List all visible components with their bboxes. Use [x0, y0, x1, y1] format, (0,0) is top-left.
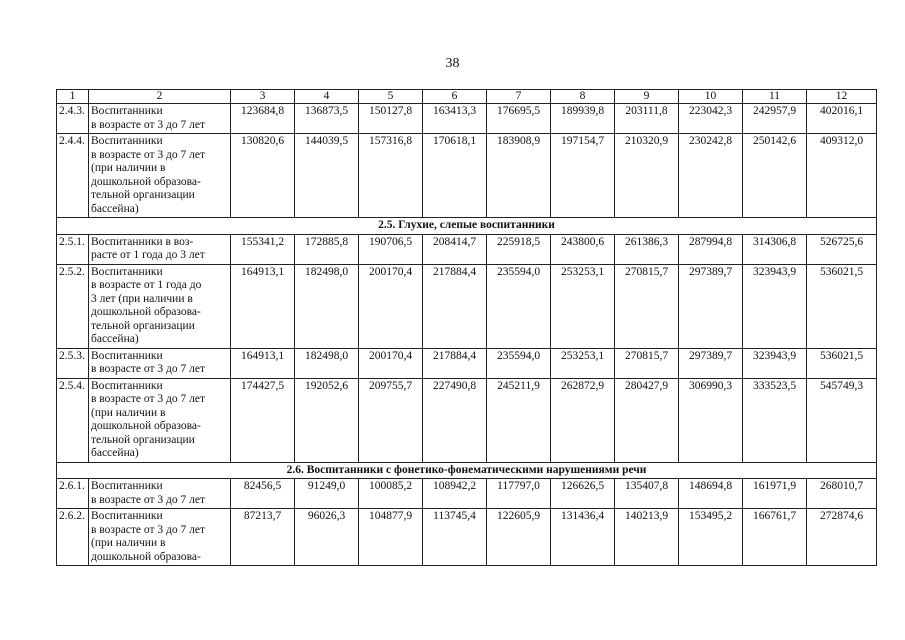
value-cell: 135407,8: [615, 479, 679, 509]
value-cell: 323943,9: [743, 264, 807, 348]
column-header: 9: [615, 90, 679, 104]
value-cell: 223042,3: [679, 104, 743, 134]
table-body: [57, 104, 877, 566]
value-cell: 176695,5: [487, 104, 551, 134]
value-cell: 96026,3: [295, 509, 359, 566]
table-row: [57, 264, 877, 348]
table-row: [57, 348, 877, 378]
value-cell: 235594,0: [487, 348, 551, 378]
value-cell: 526725,6: [807, 234, 877, 264]
value-cell: 140213,9: [615, 509, 679, 566]
row-code: 2.4.4.: [57, 134, 89, 218]
value-cell: 250142,6: [743, 134, 807, 218]
value-cell: 87213,7: [231, 509, 295, 566]
value-cell: 183908,9: [487, 134, 551, 218]
table-row: [57, 378, 877, 462]
value-cell: 189939,8: [551, 104, 615, 134]
value-cell: 108942,2: [423, 479, 487, 509]
value-cell: 166761,7: [743, 509, 807, 566]
value-cell: 409312,0: [807, 134, 877, 218]
value-cell: 144039,5: [295, 134, 359, 218]
value-cell: 262872,9: [551, 378, 615, 462]
value-cell: 210320,9: [615, 134, 679, 218]
section-row: [57, 218, 877, 235]
row-name: Воспитанники в возрасте от 1 года до 3 лет (при наличии в дошкольной образова- тельной организации бассейна): [89, 264, 231, 348]
table-row: [57, 234, 877, 264]
row-code: 2.5.1.: [57, 234, 89, 264]
value-cell: 323943,9: [743, 348, 807, 378]
table-row: [57, 509, 877, 566]
row-code: 2.5.2.: [57, 264, 89, 348]
value-cell: 536021,5: [807, 264, 877, 348]
value-cell: 123684,8: [231, 104, 295, 134]
page-number: 38: [445, 56, 460, 71]
row-code: 2.5.4.: [57, 378, 89, 462]
value-cell: 82456,5: [231, 479, 295, 509]
value-cell: 268010,7: [807, 479, 877, 509]
value-cell: 270815,7: [615, 264, 679, 348]
value-cell: 242957,9: [743, 104, 807, 134]
value-cell: 163413,3: [423, 104, 487, 134]
value-cell: 182498,0: [295, 348, 359, 378]
value-cell: 130820,6: [231, 134, 295, 218]
value-cell: 235594,0: [487, 264, 551, 348]
value-cell: 150127,8: [359, 104, 423, 134]
row-name: Воспитанники в возрасте от 3 до 7 лет (при наличии в дошкольной образова- тельной организации бассейна): [89, 378, 231, 462]
column-header: 1: [57, 90, 89, 104]
table-row: [57, 479, 877, 509]
value-cell: 131436,4: [551, 509, 615, 566]
value-cell: 91249,0: [295, 479, 359, 509]
value-cell: 217884,4: [423, 264, 487, 348]
value-cell: 100085,2: [359, 479, 423, 509]
section-title: 2.6. Воспитанники с фонетико-фонематическими нарушениями речи: [57, 462, 877, 479]
value-cell: 172885,8: [295, 234, 359, 264]
value-cell: 200170,4: [359, 264, 423, 348]
column-header: 8: [551, 90, 615, 104]
value-cell: 122605,9: [487, 509, 551, 566]
column-header: 6: [423, 90, 487, 104]
value-cell: 190706,5: [359, 234, 423, 264]
column-header: 3: [231, 90, 295, 104]
column-header: 10: [679, 90, 743, 104]
value-cell: 227490,8: [423, 378, 487, 462]
column-header: 4: [295, 90, 359, 104]
row-name: Воспитанники в возрасте от 3 до 7 лет: [89, 479, 231, 509]
value-cell: 270815,7: [615, 348, 679, 378]
column-header: 12: [807, 90, 877, 104]
value-cell: 230242,8: [679, 134, 743, 218]
value-cell: 243800,6: [551, 234, 615, 264]
value-cell: 170618,1: [423, 134, 487, 218]
value-cell: 174427,5: [231, 378, 295, 462]
row-name: Воспитанники в возрасте от 3 до 7 лет (при наличии в дошкольной образова-: [89, 509, 231, 566]
value-cell: 536021,5: [807, 348, 877, 378]
value-cell: 261386,3: [615, 234, 679, 264]
row-name: Воспитанники в возрасте от 3 до 7 лет: [89, 104, 231, 134]
section-title: 2.5. Глухие, слепые воспитанники: [57, 218, 877, 235]
value-cell: 197154,7: [551, 134, 615, 218]
value-cell: 117797,0: [487, 479, 551, 509]
section-row: [57, 462, 877, 479]
value-cell: 333523,5: [743, 378, 807, 462]
value-cell: 153495,2: [679, 509, 743, 566]
value-cell: 200170,4: [359, 348, 423, 378]
value-cell: 402016,1: [807, 104, 877, 134]
value-cell: 208414,7: [423, 234, 487, 264]
row-name: Воспитанники в возрасте от 3 до 7 лет: [89, 348, 231, 378]
value-cell: 161971,9: [743, 479, 807, 509]
column-header: 7: [487, 90, 551, 104]
row-name: Воспитанники в воз- расте от 1 года до 3 лет: [89, 234, 231, 264]
value-cell: 253253,1: [551, 264, 615, 348]
value-cell: 297389,7: [679, 264, 743, 348]
value-cell: 253253,1: [551, 348, 615, 378]
value-cell: 104877,9: [359, 509, 423, 566]
value-cell: 148694,8: [679, 479, 743, 509]
column-header: 2: [89, 90, 231, 104]
value-cell: 192052,6: [295, 378, 359, 462]
value-cell: 164913,1: [231, 264, 295, 348]
value-cell: 297389,7: [679, 348, 743, 378]
value-cell: 245211,9: [487, 378, 551, 462]
table-header-row: [57, 90, 877, 104]
value-cell: 164913,1: [231, 348, 295, 378]
row-code: 2.5.3.: [57, 348, 89, 378]
value-cell: 306990,3: [679, 378, 743, 462]
value-cell: 155341,2: [231, 234, 295, 264]
tariff-table: [56, 89, 877, 566]
row-code: 2.4.3.: [57, 104, 89, 134]
column-header: 5: [359, 90, 423, 104]
value-cell: 314306,8: [743, 234, 807, 264]
value-cell: 280427,9: [615, 378, 679, 462]
value-cell: 157316,8: [359, 134, 423, 218]
value-cell: 136873,5: [295, 104, 359, 134]
value-cell: 287994,8: [679, 234, 743, 264]
value-cell: 225918,5: [487, 234, 551, 264]
value-cell: 272874,6: [807, 509, 877, 566]
value-cell: 126626,5: [551, 479, 615, 509]
value-cell: 217884,4: [423, 348, 487, 378]
column-header: 11: [743, 90, 807, 104]
value-cell: 545749,3: [807, 378, 877, 462]
table-row: [57, 134, 877, 218]
table-row: [57, 104, 877, 134]
value-cell: 203111,8: [615, 104, 679, 134]
row-name: Воспитанники в возрасте от 3 до 7 лет (при наличии в дошкольной образова- тельной организации бассейна): [89, 134, 231, 218]
value-cell: 113745,4: [423, 509, 487, 566]
value-cell: 209755,7: [359, 378, 423, 462]
row-code: 2.6.1.: [57, 479, 89, 509]
row-code: 2.6.2.: [57, 509, 89, 566]
value-cell: 182498,0: [295, 264, 359, 348]
